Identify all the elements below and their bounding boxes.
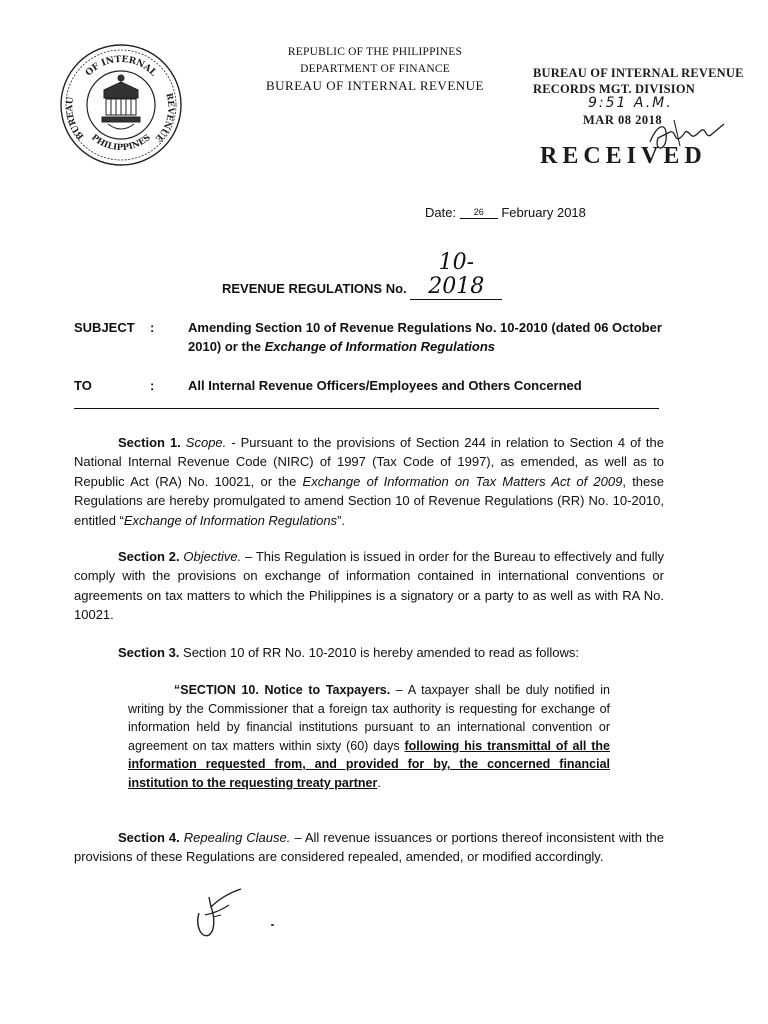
subject-colon: :	[150, 320, 155, 335]
svg-text:PHILIPPINES	[89, 133, 152, 153]
section-1-text-c: ”.	[337, 512, 346, 528]
stamp-received: RECEIVED	[540, 143, 707, 169]
quote-end: .	[377, 775, 381, 790]
section-2-heading: Section 2.	[118, 549, 180, 564]
section-3-heading: Section 3.	[118, 645, 180, 660]
stamp-date: MAR 08 2018	[583, 113, 663, 127]
quote-text: – A taxpayer shall be duly notified in writing by the Commissioner that a foreign tax authority is requesting for exchange of information held by financial institutions pursuant to an international convention or agreement on tax matters within sixty (60) days	[128, 683, 610, 753]
regulation-label: REVENUE REGULATIONS No.	[222, 281, 407, 296]
date-label: Date:	[425, 205, 457, 220]
to-label: TO	[74, 378, 92, 393]
section-1-italic-a: Exchange of Information on Tax Matters Act of 2009	[302, 473, 623, 489]
section-1-heading: Section 1.	[118, 435, 181, 450]
document-date	[425, 205, 586, 220]
date-day: 26	[460, 206, 498, 219]
stamp-bureau: BUREAU OF INTERNAL REVENUE	[533, 66, 744, 80]
section-4-title: Repealing Clause.	[183, 830, 291, 845]
section-2-text: – This Regulation is issued in order for the Bureau to effectively and fully comply with the provisions on exchange of information contained in international conventions or agreements on tax matters to which the Philippines is a signatory or a party to as well as with RA No. 10021.	[74, 549, 664, 623]
section-1-paragraph	[74, 433, 664, 530]
section-4-paragraph	[74, 828, 664, 867]
section-4-heading: Section 4.	[118, 830, 180, 845]
seal-right-text: REVENUE	[152, 92, 176, 144]
section-1-text-b: , these Regulations are hereby promulgated to amend Section 10 of Revenue Regulations (RR) No. 10-2010, entitled “	[74, 473, 664, 528]
section-2-title: Objective.	[183, 549, 242, 564]
bir-seal	[58, 42, 184, 168]
to-text: All Internal Revenue Officers/Employees and Others Concerned	[188, 378, 582, 393]
subject-text-italic: Exchange of Information Regulations	[264, 339, 496, 354]
regulation-number: 10- 2018	[410, 251, 502, 300]
subject-label: SUBJECT	[74, 320, 135, 335]
section-4-text: – All revenue issuances or portions thereof inconsistent with the provisions of these Regulations are considered repealed, amended, or modified accordingly.	[74, 830, 664, 865]
seal-left-text: BUREAU	[65, 96, 87, 141]
quote-heading: “SECTION 10. Notice to Taxpayers.	[174, 683, 391, 697]
initial-signature	[185, 885, 255, 945]
quote-underlined-text: following his transmittal of all the information requested from, and provided for by, the concerned financial institution to the requesting treaty partner	[128, 738, 611, 790]
stamp-division: RECORDS MGT. DIVISION	[533, 82, 695, 96]
date-month-year: February 2018	[501, 205, 586, 220]
regulation-number-line	[222, 251, 502, 300]
section-1-text-a: - Pursuant to the provisions of Section 244 in relation to Section 4 of the National Internal Revenue Code (NIRC) of 1997 (Tax Code of 1997), as emended, as well as to Republic Act (RA) No. 10021, or the	[74, 435, 664, 489]
subject-text-main: Amending Section 10 of Revenue Regulations No. 10-2010 (dated 06 October 2010) or the	[188, 320, 662, 354]
section-2-paragraph	[74, 547, 664, 625]
section-3-paragraph	[74, 643, 664, 662]
header-bureau: BUREAU OF INTERNAL REVENUE	[266, 78, 484, 93]
to-colon: :	[150, 378, 155, 393]
amended-section-10-quote	[128, 681, 610, 793]
section-3-text: Section 10 of RR No. 10-2010 is hereby amended to read as follows:	[179, 645, 580, 660]
seal-emblem-icon	[102, 75, 140, 129]
seal-bottom-text: PHILIPPINES	[89, 132, 153, 154]
stray-mark	[271, 924, 274, 926]
subject-text	[188, 318, 678, 356]
header-republic: REPUBLIC OF THE PHILIPPINES	[287, 46, 463, 58]
stamp-time: 9:51 A.M.	[588, 95, 673, 111]
header-divider	[74, 408, 659, 409]
section-1-title: Scope.	[185, 435, 227, 450]
section-1-italic-b: Exchange of Information Regulations	[123, 512, 338, 528]
seal-top-text: OF INTERNAL	[83, 54, 159, 79]
header-department: DEPARTMENT OF FINANCE	[300, 63, 450, 75]
